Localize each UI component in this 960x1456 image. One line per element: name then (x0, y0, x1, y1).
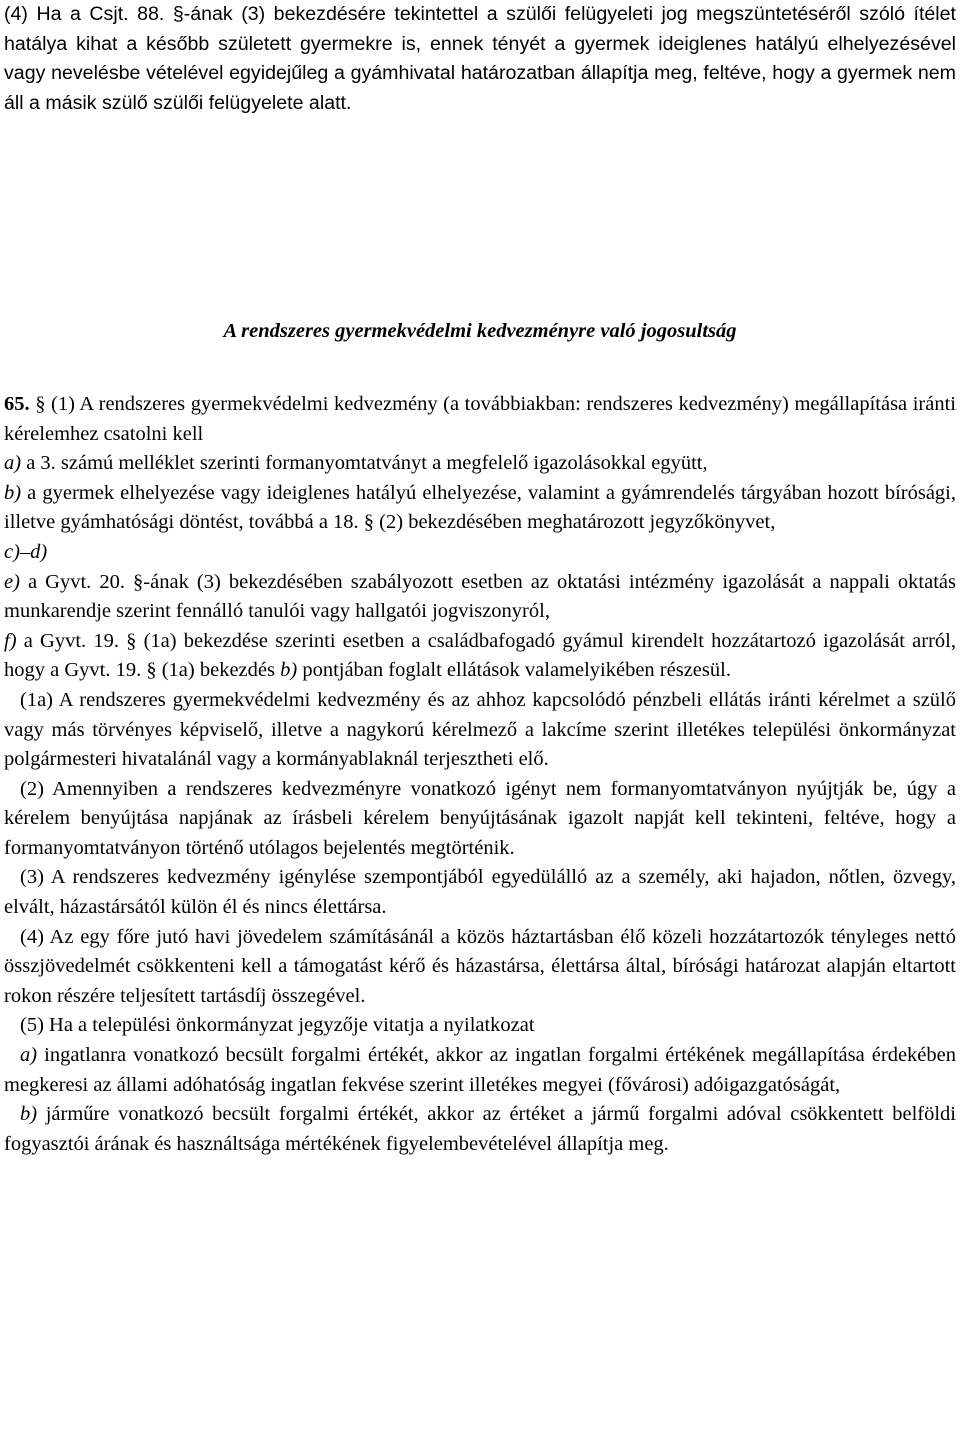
item-label: f) (4, 629, 17, 652)
item-text: a Gyvt. 20. §-ának (3) bekezdésében szabályozott esetben az oktatási intézmény igazolását a nappali oktatás munkarendje szerint fennálló tanulói vagy hallgatói jogviszonyról, (4, 570, 956, 623)
item-label: c)–d) (4, 540, 48, 563)
spacer (4, 118, 956, 317)
paragraph-1a: (1a) A rendszeres gyermekvédelmi kedvezmény és az ahhoz kapcsolódó pénzbeli ellátás iránti kérelmet a szülő vagy más törvényes képviselő, illetve a nagykorú kérelmező a lakcíme szerint illetékes települési önkormányzat polgármesteri hivatalánál vagy a kormányablaknál terjesztheti elő. (4, 688, 956, 771)
paragraph-2: (2) Amennyiben a rendszeres kedvezményre vonatkozó igényt nem formanyomtatványon nyújtják be, úgy a kérelem benyújtása napjának az írásbeli kérelem benyújtásának igazolt napját kell tekinteni, feltéve, hogy a formanyomtatványon történő utólagos bejelentés megtörténik. (4, 777, 956, 859)
item-label: b) (20, 1103, 38, 1126)
list-item-e (4, 568, 956, 627)
paragraph-4-previous-section: (4) Ha a Csjt. 88. §-ának (3) bekezdésére tekintettel a szülői felügyeleti jog megszüntetéséről szóló ítélet hatálya kihat a később született gyermekre is, ennek tényét a gyermek ideiglenes hatályú elhelyezésével vagy nevelésbe vételével egyidejűleg a gyámhivatal határozatban állapítja meg, feltéve, hogy a gyermek nem áll a másik szülő szülői felügyelete alatt. (4, 3, 956, 114)
section-heading: A rendszeres gyermekvédelmi kedvezményre való jogosultság (223, 320, 737, 343)
item-inline-label: b) (280, 659, 298, 682)
list-item-c-d (4, 538, 956, 568)
item-text: ingatlanra vonatkozó becsült forgalmi értékét, akkor az ingatlan forgalmi értékének megállapítása érdekében megkeresi az állami adóhatóság ingatlan fekvése szerint illetékes megyei (fővárosi) adóigazgatóságát, (4, 1044, 956, 1096)
paragraph-4: (4) Az egy főre jutó havi jövedelem számításánál a közös háztartásban élő közeli hozzátartozók tényleges nettó összjövedelmét csökkenteni kell a támogatást kérő és házastársa, élettársa által, bírósági határozat alapján eltartott rokon részére teljesített tartásdíj összegével. (4, 925, 956, 1007)
item-label: a) (4, 452, 22, 475)
item-text: pontjában foglalt ellátások valamelyikében részesül. (297, 659, 731, 682)
item-label: e) (4, 570, 20, 593)
list-item-a (4, 449, 956, 479)
list-item-5b (4, 1100, 956, 1159)
item-label: a) (20, 1044, 38, 1067)
item-text: a 3. számú melléklet szerinti formanyomtatványt a megfelelő igazolásokkal együtt, (21, 452, 708, 475)
paragraph-3: (3) A rendszeres kedvezmény igénylése szempontjából egyedülálló az a személy, aki hajadon, nőtlen, özvegy, elvált, házastársától külön él és nincs élettársa. (4, 866, 956, 919)
item-text: járműre vonatkozó becsült forgalmi értékét, akkor az értéket a jármű forgalmi adóval csökkentett belföldi fogyasztói árának és használtsága mértékének figyelembevételével állapítja meg. (4, 1103, 956, 1155)
item-text: a Gyvt. 19. § (1a) bekezdése szerinti esetben a családbafogadó gyámul kirendelt hozzátartozó igazolását arról, hogy a Gyvt. 19. § (1a) bekezdés (4, 629, 956, 682)
section-number: 65. (4, 392, 30, 415)
section-65-intro: § (1) A rendszeres gyermekvédelmi kedvezmény (a továbbiakban: rendszeres kedvezmény) megállapítása iránti kérelemhez csatolni kell (4, 392, 956, 445)
item-text: a gyermek elhelyezése vagy ideiglenes hatályú elhelyezése, valamint a gyámrendelés tárgyában hozott bírósági, illetve gyámhatósági döntést, továbbá a 18. § (2) bekezdésében meghatározott jegyzőkönyvet, (4, 481, 956, 534)
list-item-5a (4, 1041, 956, 1100)
item-label: b) (4, 481, 22, 504)
list-item-f (4, 627, 956, 686)
spacer (4, 347, 956, 390)
paragraph-5: (5) Ha a települési önkormányzat jegyzője vitatja a nyilatkozat (20, 1014, 535, 1037)
section-65-paragraph-1 (4, 390, 956, 449)
list-item-b (4, 479, 956, 538)
